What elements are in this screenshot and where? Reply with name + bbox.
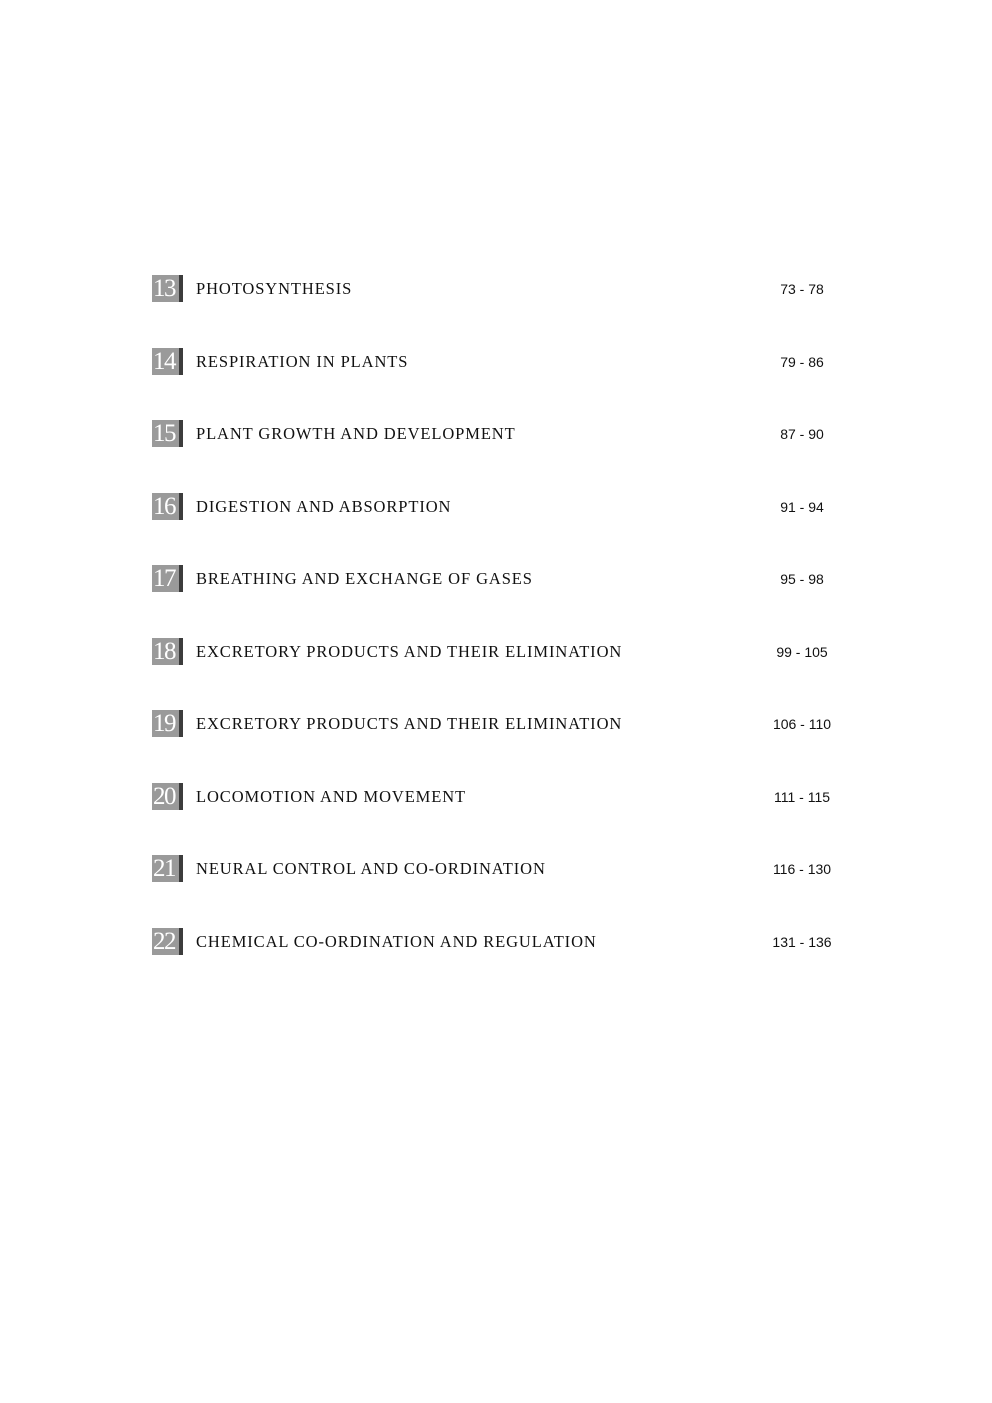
chapter-title: BREATHING AND EXCHANGE OF GASES	[196, 569, 533, 588]
chapter-number-badge: 15	[152, 420, 183, 447]
chapter-number-badge: 21	[152, 855, 183, 882]
toc-entry-22[interactable]	[152, 928, 852, 955]
chapter-page-range: 116 - 130	[772, 861, 832, 877]
chapter-title: CHEMICAL CO-ORDINATION AND REGULATION	[196, 931, 597, 951]
chapter-number-badge: 19	[152, 710, 183, 737]
toc-entry-16[interactable]	[152, 493, 852, 520]
chapter-number-badge: 14	[152, 348, 183, 375]
chapter-page-range: 79 - 86	[780, 353, 824, 370]
chapter-page-range: 95 - 98	[780, 571, 824, 587]
chapter-page-range: 73 - 78	[780, 281, 824, 297]
toc-entry-13[interactable]	[152, 275, 852, 302]
chapter-page-range: 106 - 110	[772, 716, 832, 732]
toc-entry-19[interactable]	[152, 710, 852, 737]
chapter-page-range: 111 - 115	[773, 788, 831, 805]
chapter-title: PHOTOSYNTHESIS	[196, 279, 353, 298]
chapter-number-badge: 20	[152, 783, 183, 810]
chapter-page-range: 91 - 94	[780, 498, 824, 515]
table-of-contents	[152, 275, 852, 1000]
toc-entry-15[interactable]	[152, 420, 852, 447]
chapter-title: PLANT GROWTH AND DEVELOPMENT	[196, 424, 516, 443]
toc-entry-21[interactable]	[152, 855, 852, 882]
chapter-title: EXCRETORY PRODUCTS AND THEIR ELIMINATION	[196, 641, 623, 661]
toc-entry-14[interactable]	[152, 348, 852, 375]
chapter-page-range: 87 - 90	[780, 426, 824, 442]
chapter-number-badge: 22	[152, 928, 183, 955]
chapter-number-badge: 13	[152, 275, 183, 302]
chapter-title: LOCOMOTION AND MOVEMENT	[196, 786, 467, 806]
chapter-title: RESPIRATION IN PLANTS	[196, 351, 409, 371]
toc-entry-18[interactable]	[152, 638, 852, 665]
chapter-number-badge: 17	[152, 565, 183, 592]
chapter-number-badge: 18	[152, 638, 183, 665]
chapter-number-badge: 16	[152, 493, 183, 520]
chapter-page-range: 131 - 136	[772, 933, 832, 950]
toc-entry-20[interactable]	[152, 783, 852, 810]
chapter-page-range: 99 - 105	[776, 643, 828, 660]
chapter-title: NEURAL CONTROL AND CO-ORDINATION	[196, 859, 546, 878]
chapter-title: DIGESTION AND ABSORPTION	[196, 496, 452, 516]
chapter-title: EXCRETORY PRODUCTS AND THEIR ELIMINATION	[196, 714, 623, 733]
toc-entry-17[interactable]	[152, 565, 852, 592]
